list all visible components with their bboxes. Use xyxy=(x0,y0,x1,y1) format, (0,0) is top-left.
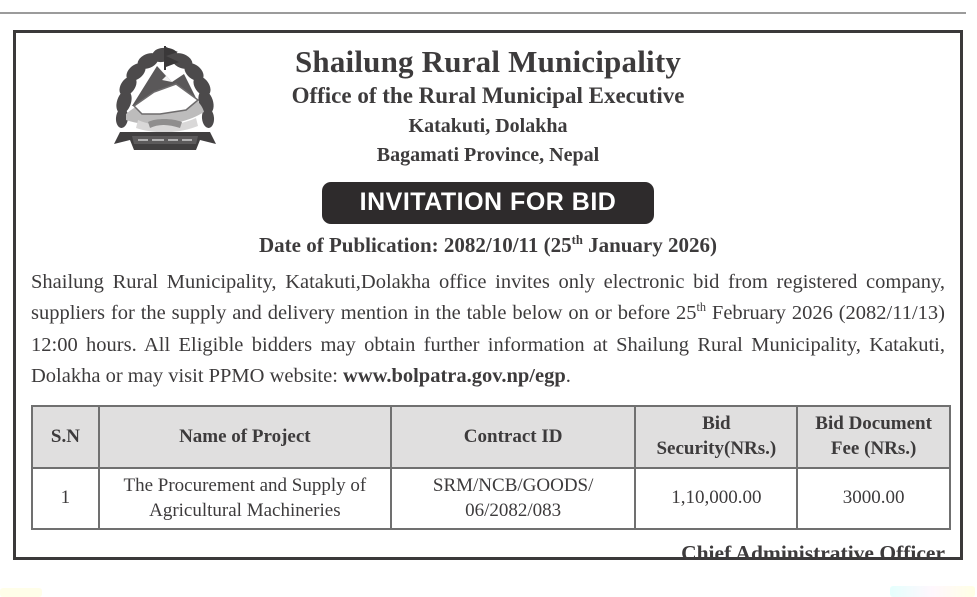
col-header-security: Bid Security(NRs.) xyxy=(635,406,797,467)
top-divider-line xyxy=(0,12,966,14)
ppmo-website-link[interactable]: www.bolpatra.gov.np/egp xyxy=(343,365,566,388)
body-part-1: Shailung Rural Municipality, Katakuti,Dolakha office invites only electronic bid from registered company, suppliers for the supply and delivery mention in the table below on or before 25 xyxy=(31,271,945,325)
office-name-subtitle: Office of the Rural Municipal Executive xyxy=(291,83,685,108)
body-ordinal: th xyxy=(696,300,707,315)
bid-table xyxy=(31,405,951,530)
publication-date-ordinal: th xyxy=(571,233,583,247)
contract-id-line-1: SRM/NCB/GOODS/ xyxy=(432,474,594,496)
notice-body-paragraph xyxy=(31,267,945,392)
publication-date-line xyxy=(16,233,960,258)
cell-contract-id xyxy=(391,468,636,529)
publication-date-suffix: January 2026) xyxy=(582,233,718,257)
contract-id-line-2: 06/2082/083 xyxy=(465,499,562,521)
cell-project: The Procurement and Supply of Agricultural Machineries xyxy=(99,468,391,529)
province-line: Bagamati Province, Nepal xyxy=(376,144,600,166)
publication-date-prefix: Date of Publication: 2082/10/11 (25 xyxy=(258,233,572,257)
cell-sn: 1 xyxy=(32,468,99,529)
col-header-sn: S.N xyxy=(32,406,99,467)
scan-artifact-bottom-right xyxy=(890,586,975,597)
col-header-contract: Contract ID xyxy=(391,406,636,467)
body-part-3: . xyxy=(565,365,571,388)
cell-bid-security: 1,10,000.00 xyxy=(635,468,797,529)
scan-artifact-bottom-left xyxy=(0,588,42,597)
col-header-project: Name of Project xyxy=(99,406,391,467)
body-part-2: February 2026 (2082/11/13) 12:00 hours. All Eligible bidders may obtain further information at Shailung Rural Municipality, Katakuti, Dolakha or may visit PPMO website: xyxy=(31,302,945,388)
cell-bid-document-fee: 3000.00 xyxy=(797,468,950,529)
table-row xyxy=(32,468,950,529)
bid-table-header-row xyxy=(32,406,950,467)
org-name-title: Shailung Rural Municipality xyxy=(294,44,682,79)
invitation-for-bid-banner: INVITATION FOR BID xyxy=(322,182,655,224)
address-line: Katakuti, Dolakha xyxy=(408,115,568,137)
col-header-fee: Bid Document Fee (NRs.) xyxy=(797,406,950,467)
signatory-title: Chief Administrative Officer xyxy=(681,541,945,566)
nepal-emblem-logo xyxy=(102,40,228,156)
notice-border-frame xyxy=(13,30,963,566)
